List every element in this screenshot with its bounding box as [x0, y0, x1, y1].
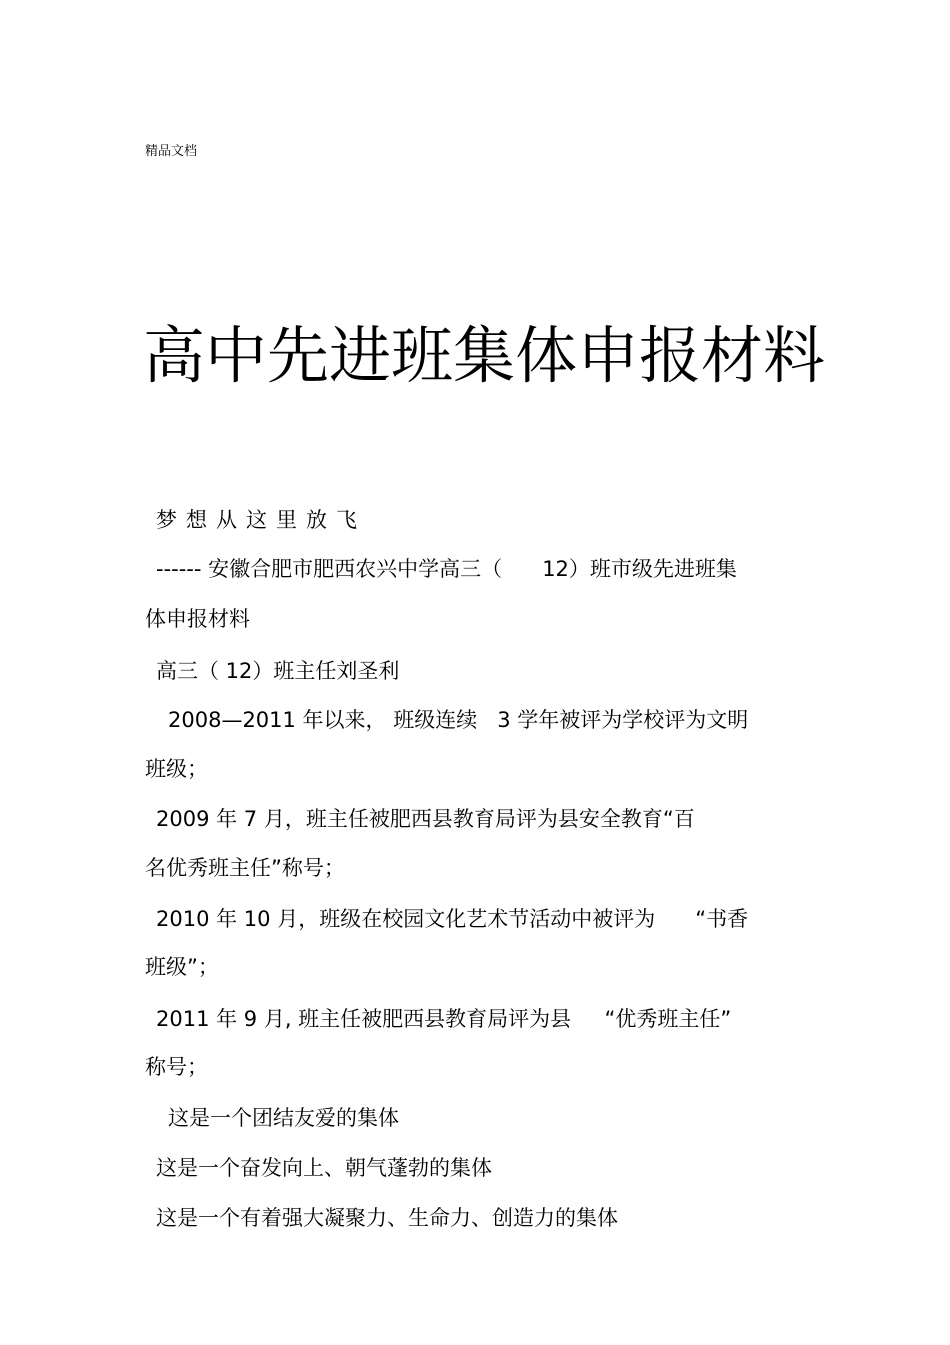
- honor-2-line-2: 名优秀班主任”称号；: [145, 856, 345, 880]
- description-line-3: 这是一个有着强大凝聚力、生命力、创造力的集体: [156, 1206, 618, 1230]
- honor-3-line-2: 班级”；: [145, 955, 219, 979]
- page-header: 精品文档: [145, 144, 198, 159]
- source-line-1: ------ 安徽合肥市肥西农兴中学高三（ 12）班市级先进班集: [156, 557, 737, 581]
- honor-4-line-2: 称号；: [145, 1055, 208, 1079]
- honor-4-line-1: 2011 年 9 月, 班主任被肥西县教育局评为县 “优秀班主任”: [156, 1007, 732, 1031]
- honor-1-line-2: 班级；: [145, 757, 208, 781]
- honor-1-line-1: 2008—2011 年以来， 班级连续 3 学年被评为学校评为文明: [168, 708, 749, 732]
- source-line-2: 体申报材料: [145, 607, 250, 631]
- honor-2-line-1: 2009 年 7 月，班主任被肥西县教育局评为县安全教育“百: [156, 807, 695, 831]
- document-title: 高中先进班集体申报材料: [143, 319, 826, 392]
- honor-3-line-1: 2010 年 10 月，班级在校园文化艺术节活动中被评为 “书香: [156, 907, 749, 931]
- description-line-2: 这是一个奋发向上、朝气蓬勃的集体: [156, 1156, 492, 1180]
- document-subtitle: 梦想从这里放飞: [156, 508, 366, 532]
- description-line-1: 这是一个团结友爱的集体: [168, 1106, 399, 1130]
- teacher-line: 高三（ 12）班主任刘圣利: [156, 659, 400, 683]
